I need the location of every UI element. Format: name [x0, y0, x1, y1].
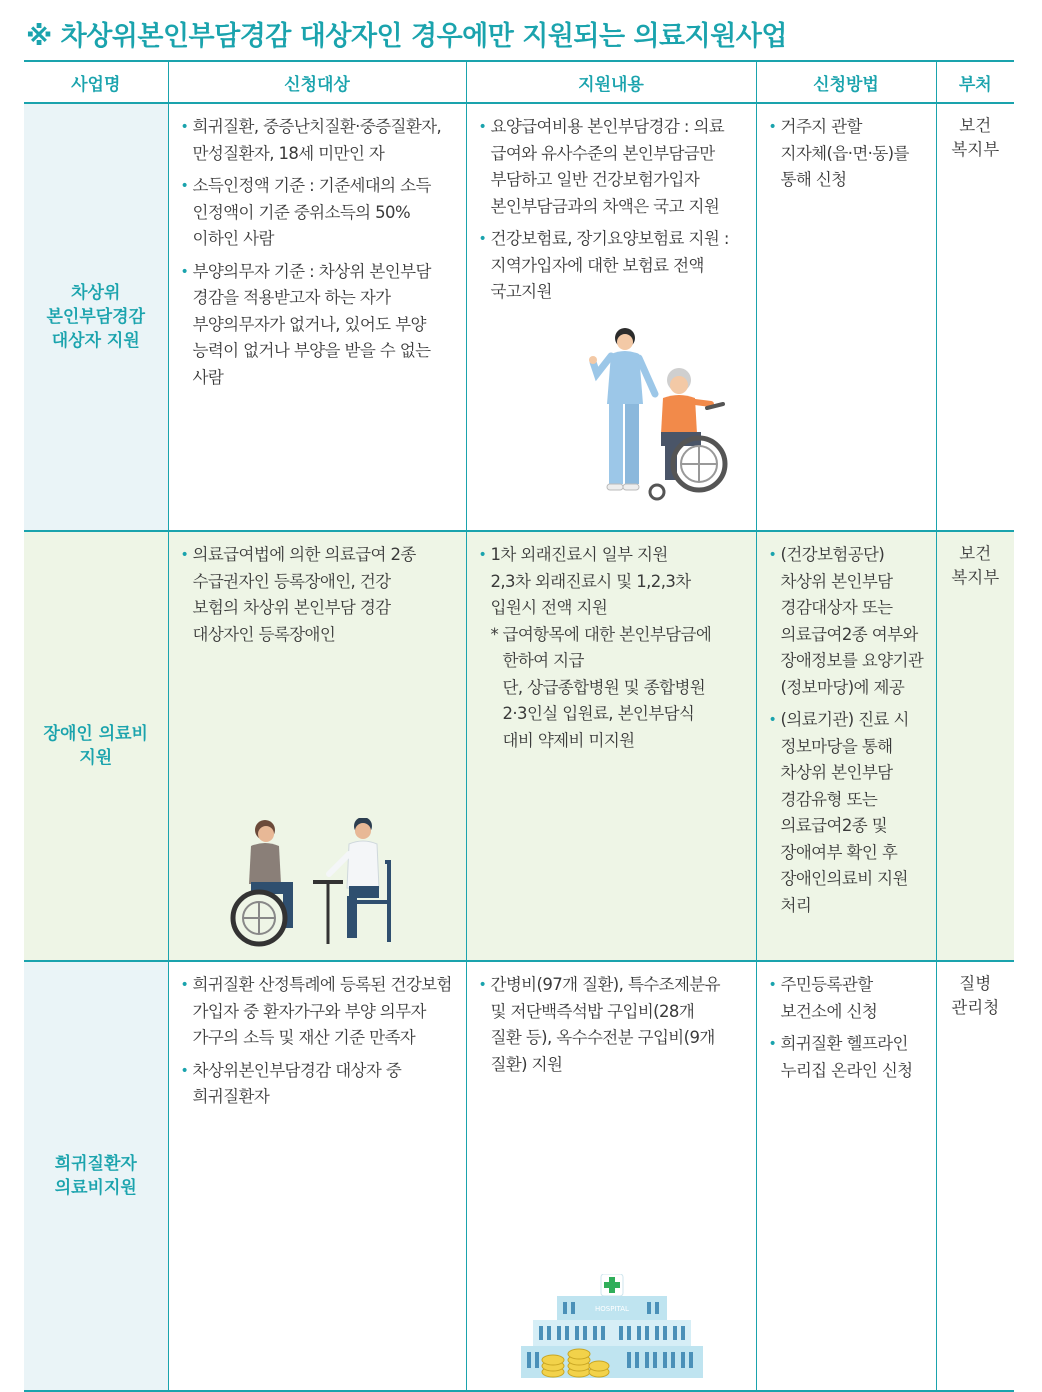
target-cell — [168, 531, 466, 961]
list-item: • 건강보험료, 장기요양보험료 지원 : 지역가입자에 대한 보험료 전액 국고지원 — [479, 226, 748, 306]
header-row — [24, 61, 1014, 103]
list-item: • 소득인정액 기준 : 기준세대의 소득 인정액이 기준 중위소득의 50% 이하인 사람 — [181, 173, 458, 253]
list-item: • (건강보험공단) 차상위 본인부담 경감대상자 또는 의료급여2종 여부와 장애정보를 요양기관 (정보마당)에 제공 — [769, 542, 928, 701]
table-row — [24, 103, 1014, 531]
ministry-cell: 보건 복지부 — [936, 531, 1014, 961]
method-cell — [756, 103, 936, 531]
list-item: • 간병비(97개 질환), 특수조제분유 및 저단백즉석밥 구입비(28개 질환 등), 옥수수전분 구입비(9개 질환) 지원 — [479, 972, 748, 1078]
list-item: • (의료기관) 진료 시 정보마당을 통해 차상위 본인부담 경감유형 또는 의료급여2종 및 장애여부 확인 후 장애인의료비 지원 처리 — [769, 707, 928, 919]
target-cell — [168, 103, 466, 531]
table-row — [24, 531, 1014, 961]
header-method: 신청방법 — [756, 61, 936, 103]
method-cell — [756, 961, 936, 1391]
ministry-cell: 질병 관리청 — [936, 961, 1014, 1391]
list-item: • 부양의무자 기준 : 차상위 본인부담 경감을 적용받고자 하는 자가 부양의무자가 없거나, 있어도 부양 능력이 없거나 부양을 받을 수 없는 사람 — [181, 259, 458, 392]
list-item: • 희귀질환 헬프라인 누리집 온라인 신청 — [769, 1031, 928, 1084]
list-item: • 차상위본인부담경감 대상자 중 희귀질환자 — [181, 1058, 458, 1111]
list-item: • 의료급여법에 의한 의료급여 2종 수급권자인 등록장애인, 건강 보험의 차상위 본인부담 경감 대상자인 등록장애인 — [181, 542, 458, 648]
list-item: • 희귀질환, 중증난치질환·중증질환자, 만성질환자, 18세 미만인 자 — [181, 114, 458, 167]
wheelchair-consultation-illustration — [225, 818, 405, 948]
support-table — [24, 60, 1014, 1392]
page-title: ※ 차상위본인부담경감 대상자인 경우에만 지원되는 의료지원사업 — [26, 21, 787, 52]
list-item: • 요양급여비용 본인부담경감 : 의료 급여와 유사수준의 본인부담금만 부담하고 일반 건강보험가입자 본인부담금과의 차액은 국고 지원 — [479, 114, 748, 220]
target-cell — [168, 961, 466, 1391]
header-support: 지원내용 — [466, 61, 756, 103]
list-item: • 1차 외래진료시 일부 지원 2,3차 외래진료시 및 1,2,3차 입원시 전액 지원 — [479, 542, 748, 622]
note-item: * 급여항목에 대한 본인부담금에 한하여 지급 단, 상급종합병원 및 종합병원 2·3인실 입원료, 본인부담식 대비 약제비 미지원 — [490, 624, 712, 750]
hospital-illustration — [517, 1274, 707, 1378]
program-name: 희귀질환자 의료비지원 — [24, 961, 168, 1391]
header-ministry: 부처 — [936, 61, 1014, 103]
method-cell — [756, 531, 936, 961]
table-row — [24, 961, 1014, 1391]
nurse-wheelchair-illustration — [587, 324, 737, 514]
support-cell — [466, 961, 756, 1391]
hospital-sign: HOSPITAL — [594, 1305, 629, 1313]
header-target: 신청대상 — [168, 61, 466, 103]
support-cell — [466, 531, 756, 961]
program-name: 장애인 의료비 지원 — [24, 531, 168, 961]
list-item: • 거주지 관할 지자체(읍·면·동)를 통해 신청 — [769, 114, 928, 194]
program-name: 차상위 본인부담경감 대상자 지원 — [24, 103, 168, 531]
support-cell — [466, 103, 756, 531]
ministry-cell: 보건 복지부 — [936, 103, 1014, 531]
list-item: • 주민등록관할 보건소에 신청 — [769, 972, 928, 1025]
list-item: • 희귀질환 산정특례에 등록된 건강보험 가입자 중 환자가구와 부양 의무자 가구의 소득 및 재산 기준 만족자 — [181, 972, 458, 1052]
header-program: 사업명 — [24, 61, 168, 103]
